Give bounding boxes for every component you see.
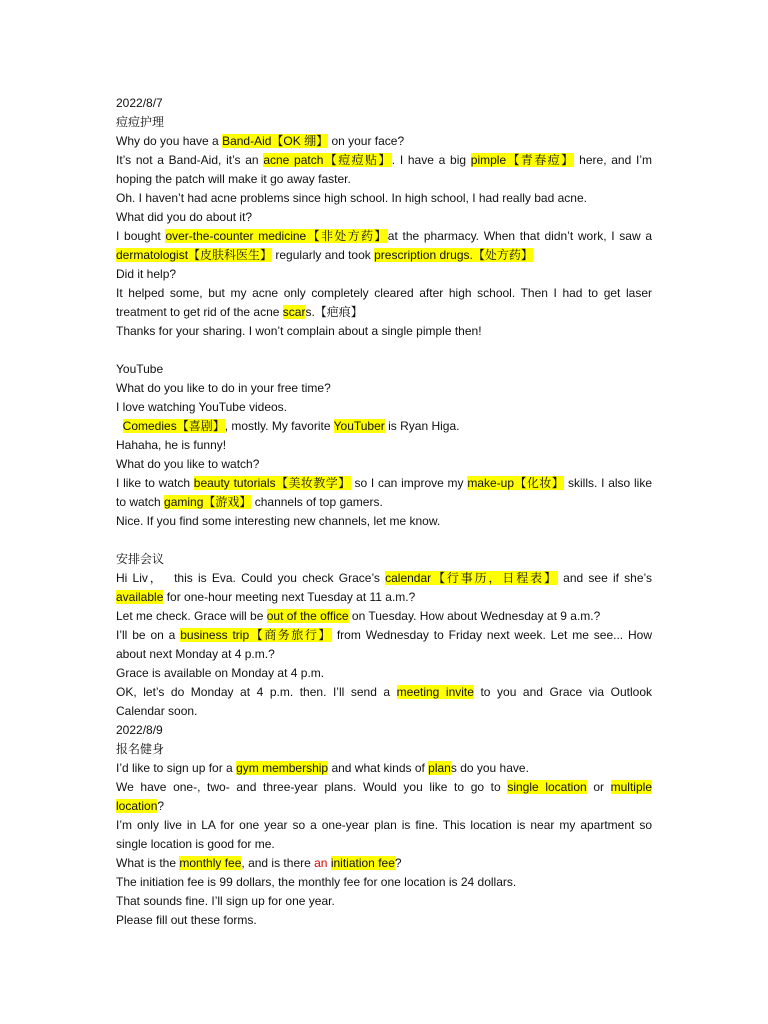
- text-run: single location is good for me.: [116, 837, 275, 851]
- text-line: [116, 626, 652, 645]
- text-run: , mostly. My favorite: [224, 419, 334, 433]
- highlighted-term: available: [116, 590, 164, 604]
- text-run: Let me check. Grace will be: [116, 609, 267, 623]
- text-line: [116, 208, 652, 227]
- text-run: Calendar soon.: [116, 704, 198, 718]
- text-run: YouTube: [116, 362, 164, 376]
- text-run: I’d like to sign up for a: [116, 761, 237, 775]
- text-line: [116, 607, 652, 626]
- text-run: and what kinds of: [328, 761, 429, 775]
- text-line: [116, 265, 652, 284]
- text-run: It’s not a Band-Aid, it’s an: [116, 153, 264, 167]
- text-run: 报名健身: [116, 742, 165, 756]
- text-run: I’m only live in LA for one year so a one-year plan is fine. This location is near my apartment so: [116, 818, 652, 832]
- highlighted-term: out of the office: [266, 609, 349, 623]
- text-run: I love watching YouTube videos.: [116, 400, 288, 414]
- text-line: [116, 455, 652, 474]
- highlighted-term: prescription drugs.【处方药】: [374, 248, 533, 262]
- text-run: and see if she’s: [557, 571, 652, 585]
- text-line: [116, 170, 652, 189]
- highlighted-term: Band-Aid【OK 绷】: [222, 134, 329, 148]
- text-run: 痘痘护理: [116, 115, 165, 129]
- text-run: What is the: [116, 856, 180, 870]
- document-body: [116, 94, 652, 930]
- highlighted-term: pimple【青春痘】: [470, 153, 575, 167]
- text-line: [116, 436, 652, 455]
- text-run: Oh. I haven’t had acne problems since high school. In high school, I had really bad acne.: [116, 191, 587, 205]
- text-run: hoping the patch will make it go away faster.: [116, 172, 351, 186]
- text-line: [116, 227, 652, 246]
- text-run: s.【疤痕】: [305, 305, 363, 319]
- highlighted-term: YouTuber: [333, 419, 385, 433]
- highlighted-term: single location: [507, 780, 587, 794]
- text-line: [116, 360, 652, 379]
- highlighted-term: acne patch【痘痘贴】: [263, 153, 392, 167]
- highlighted-term: make-up【化妆】: [467, 476, 565, 490]
- text-line: [116, 569, 652, 588]
- text-run: Nice. If you find some interesting new channels, let me know.: [116, 514, 441, 528]
- highlighted-term: gaming【游戏】: [164, 495, 252, 509]
- text-line: [116, 189, 652, 208]
- text-run: I’ll be on a: [116, 628, 181, 642]
- text-run: What do you like to watch?: [116, 457, 260, 471]
- text-run: Did it help?: [116, 267, 177, 281]
- text-line: [116, 797, 652, 816]
- text-line: [116, 664, 652, 683]
- text-run: Hahaha, he is funny!: [116, 438, 227, 452]
- text-run: from Wednesday to Friday next week. Let me see... How: [331, 628, 652, 642]
- text-run: for one-hour meeting next Tuesday at 11 a.m.?: [163, 590, 416, 604]
- text-run: skills. I also like: [564, 476, 652, 490]
- text-run: The initiation fee is 99 dollars, the monthly fee for one location is 24 dollars.: [116, 875, 517, 889]
- highlighted-term: multiple: [610, 780, 652, 794]
- text-run: Please fill out these forms.: [116, 913, 257, 927]
- highlighted-term: Comedies【喜剧】: [122, 419, 225, 433]
- text-run: OK, let’s do Monday at 4 p.m. then. I’ll send a: [116, 685, 397, 699]
- text-line: [116, 113, 652, 132]
- text-run: here, and I’m: [574, 153, 652, 167]
- text-run: What did you do about it?: [116, 210, 253, 224]
- paragraph-gap: [116, 341, 652, 360]
- text-run: so I can improve my: [350, 476, 468, 490]
- text-run: treatment to get rid of the acne: [116, 305, 283, 319]
- text-line: [116, 379, 652, 398]
- text-line: [116, 493, 652, 512]
- highlighted-term: over-the-counter medicine【非处方药】: [165, 229, 388, 243]
- highlighted-term: location: [116, 799, 158, 813]
- text-line: [116, 911, 652, 930]
- highlighted-term: calendar【行事历，日程表】: [385, 571, 558, 585]
- text-line: [116, 322, 652, 341]
- text-run: or: [586, 780, 611, 794]
- text-line: [116, 246, 652, 265]
- highlighted-term: beauty tutorials【美妆教学】: [193, 476, 351, 490]
- text-run: to watch: [116, 495, 165, 509]
- text-line: [116, 645, 652, 664]
- text-run: regularly and took: [272, 248, 375, 262]
- text-line: [116, 398, 652, 417]
- text-line: [116, 835, 652, 854]
- text-run: 2022/8/9: [116, 723, 163, 737]
- text-line: [116, 854, 652, 873]
- text-line: [116, 759, 652, 778]
- text-run: We have one-, two- and three-year plans. Would you like to go to: [116, 780, 508, 794]
- text-run: What do you like to do in your free time?: [116, 381, 331, 395]
- paragraph-gap: [116, 531, 652, 550]
- highlighted-term: initiation fee: [330, 856, 395, 870]
- highlighted-term: dermatologist【皮肤科医生】: [116, 248, 273, 262]
- text-line: [116, 474, 652, 493]
- text-run: It helped some, but my acne only completely cleared after high school. Then I had to get laser: [116, 286, 652, 300]
- text-run: is Ryan Higa.: [384, 419, 460, 433]
- text-line: [116, 740, 652, 759]
- text-line: [116, 132, 652, 151]
- text-line: [116, 151, 652, 170]
- text-line: [116, 683, 652, 702]
- text-line: [116, 702, 652, 721]
- text-line: [116, 873, 652, 892]
- text-run: to you and Grace via Outlook: [473, 685, 652, 699]
- text-run: channels of top gamers.: [251, 495, 383, 509]
- text-run: s do you have.: [450, 761, 529, 775]
- text-run: ?: [394, 856, 402, 870]
- text-run: Hi Liv， this is Eva. Could you check Grace’s: [116, 571, 386, 585]
- text-line: [116, 588, 652, 607]
- highlighted-term: business trip【商务旅行】: [180, 628, 332, 642]
- text-line: [116, 550, 652, 569]
- highlighted-term: monthly fee: [179, 856, 242, 870]
- text-line: [116, 512, 652, 531]
- text-run: ?: [157, 799, 165, 813]
- text-line: [116, 816, 652, 835]
- text-line: [116, 417, 652, 436]
- text-line: [116, 94, 652, 113]
- red-text: an: [314, 856, 328, 870]
- highlighted-term: meeting invite: [396, 685, 474, 699]
- text-line: [116, 303, 652, 322]
- text-run: Thanks for your sharing. I won’t complain about a single pimple then!: [116, 324, 482, 338]
- text-line: [116, 721, 652, 740]
- highlighted-term: plan: [428, 761, 451, 775]
- text-run: on your face?: [328, 134, 405, 148]
- text-run: I bought: [116, 229, 166, 243]
- highlighted-term: scar: [282, 305, 306, 319]
- text-run: at the pharmacy. When that didn’t work, I saw a: [387, 229, 652, 243]
- text-line: [116, 778, 652, 797]
- text-run: That sounds fine. I’ll sign up for one year.: [116, 894, 335, 908]
- text-run: Why do you have a: [116, 134, 223, 148]
- text-run: about next Monday at 4 p.m.?: [116, 647, 275, 661]
- text-run: . I have a big: [391, 153, 471, 167]
- text-run: , and is there: [241, 856, 315, 870]
- text-run: [116, 419, 123, 433]
- text-run: 2022/8/7: [116, 96, 163, 110]
- highlighted-term: gym membership: [236, 761, 329, 775]
- text-run: on Tuesday. How about Wednesday at 9 a.m.?: [348, 609, 601, 623]
- text-run: 安排会议: [116, 552, 165, 566]
- text-run: I like to watch: [116, 476, 194, 490]
- text-line: [116, 284, 652, 303]
- text-run: Grace is available on Monday at 4 p.m.: [116, 666, 325, 680]
- text-line: [116, 892, 652, 911]
